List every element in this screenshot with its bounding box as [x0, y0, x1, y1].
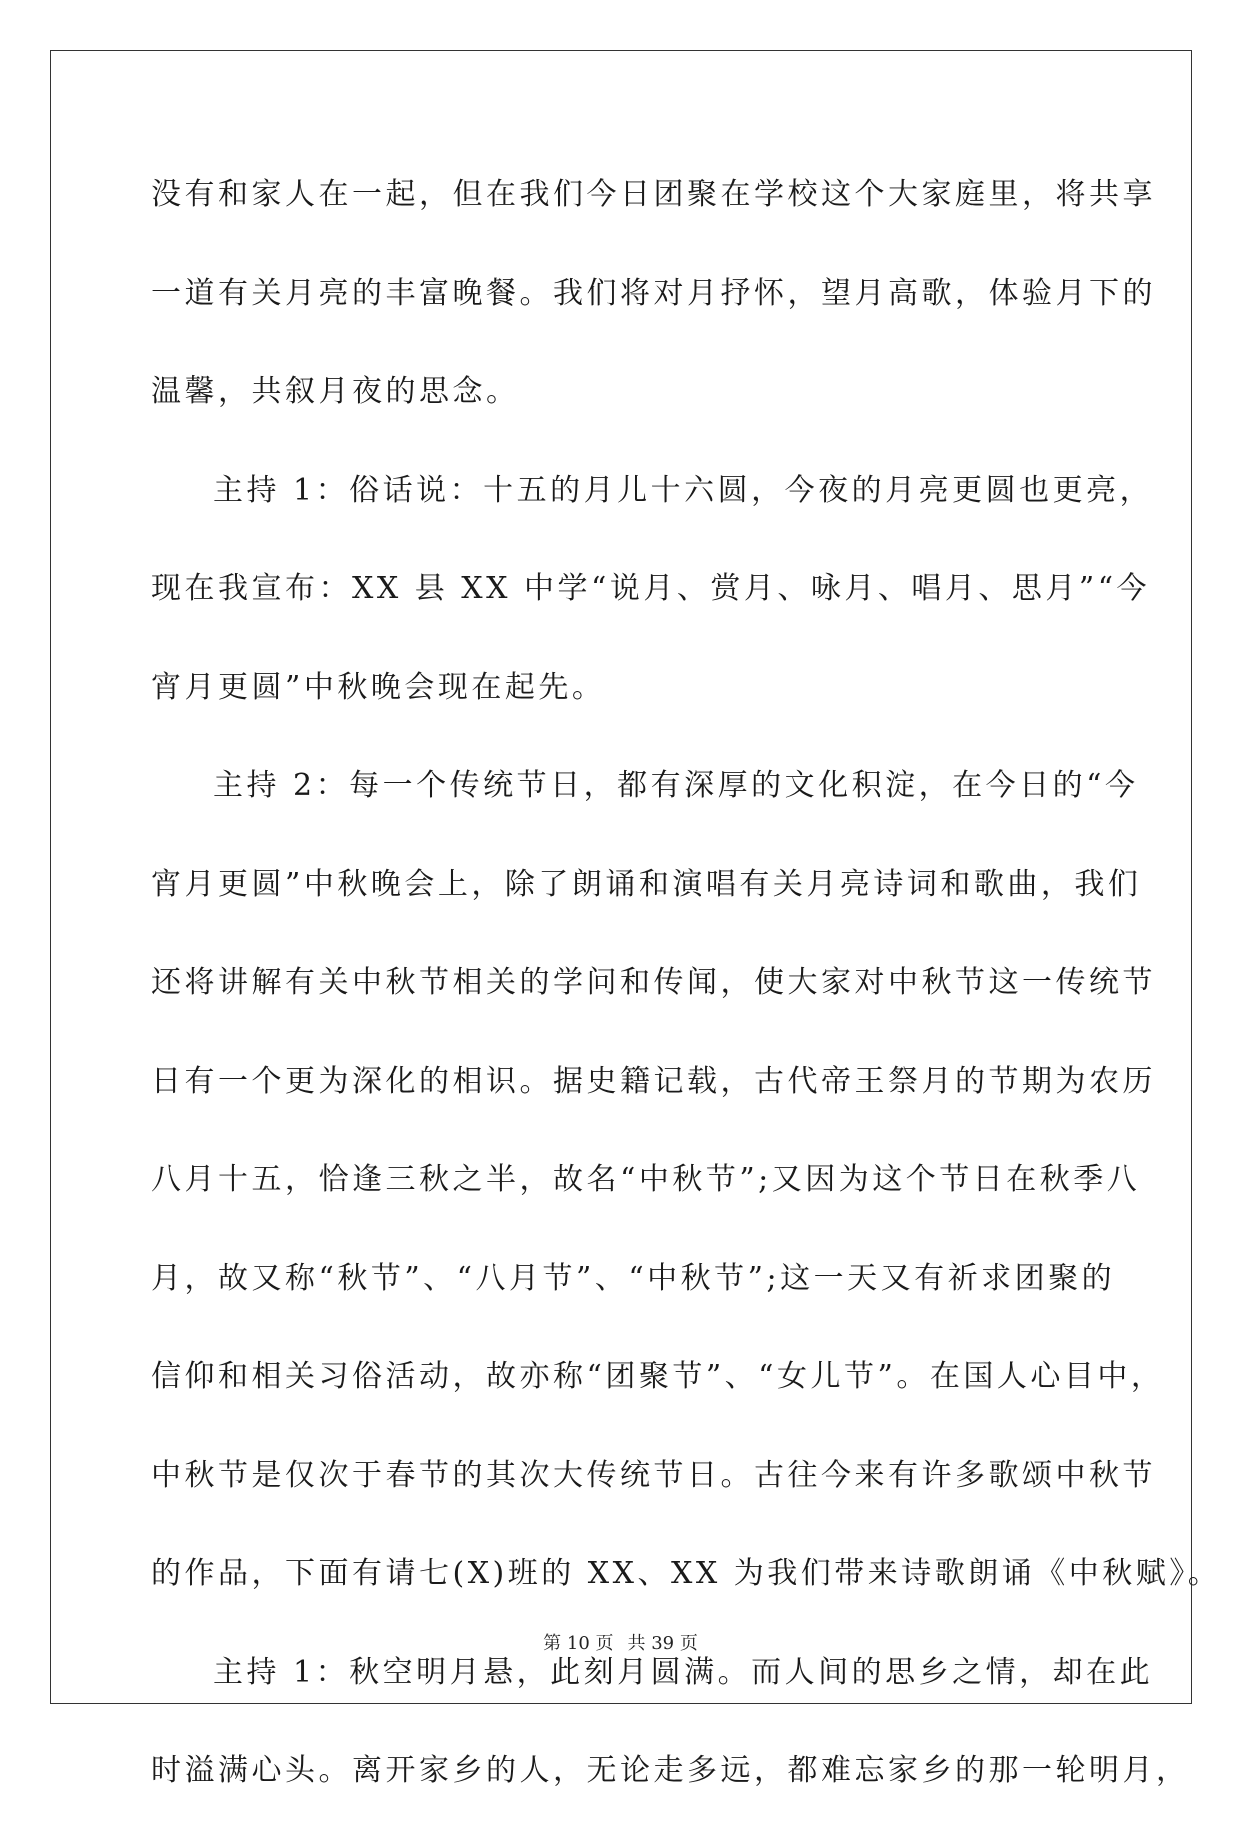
- text-line: 一道有关月亮的丰富晚餐。我们将对月抒怀，望月高歌，体验月下的: [151, 275, 1156, 311]
- text-line: 还将讲解有关中秋节相关的学问和传闻，使大家对中秋节这一传统节: [151, 965, 1156, 1000]
- text-line: 宵月更圆”中秋晚会上，除了朗诵和演唱有关月亮诗词和歌曲，我们: [151, 866, 1142, 902]
- document-body: [151, 160, 1222, 1835]
- text-line: 日有一个更为深化的相识。据史籍记载，古代帝王祭月的节期为农历: [151, 1063, 1156, 1099]
- text-line: 八月十五，恰逢三秋之半，故名“中秋节”;又因为这个节日在秋季八: [151, 1162, 1141, 1197]
- text-line: 主持 1：秋空明月悬，此刻月圆满。而人间的思乡之情，却在此: [213, 1654, 1154, 1690]
- text-line: 没有和家人在一起，但在我们今日团聚在学校这个大家庭里，将共享: [151, 177, 1156, 212]
- text-line: 中秋节是仅次于春节的其次大传统节日。古往今来有许多歌颂中秋节: [151, 1457, 1156, 1493]
- text-line: 信仰和相关习俗活动，故亦称“团聚节”、“女儿节”。在国人心目中，: [151, 1359, 1165, 1394]
- text-line: 主持 2：每一个传统节日，都有深厚的文化积淀，在今日的“今: [213, 768, 1139, 803]
- page-number: 第 10 页: [543, 1633, 614, 1654]
- page-footer: [0, 1632, 1241, 1656]
- text-line: 温馨，共叙月夜的思念。: [151, 374, 520, 409]
- text-line: 月，故又称“秋节”、“八月节”、“中秋节”;这一天又有祈求团聚的: [151, 1260, 1116, 1296]
- text-line: 现在我宣布：XX 县 XX 中学“说月、赏月、咏月、唱月、思月”“今: [151, 571, 1151, 606]
- page-total: 共 39 页: [627, 1633, 698, 1654]
- text-line: 的作品，下面有请七(X)班的 XX、XX 为我们带来诗歌朗诵《中秋赋》。: [151, 1556, 1222, 1591]
- text-line: 主持 1：俗话说：十五的月儿十六圆，今夜的月亮更圆也更亮，: [213, 472, 1154, 508]
- text-line: 宵月更圆”中秋晚会现在起先。: [151, 669, 606, 705]
- text-line: 时溢满心头。离开家乡的人，无论走多远，都难忘家乡的那一轮明月，: [151, 1753, 1190, 1788]
